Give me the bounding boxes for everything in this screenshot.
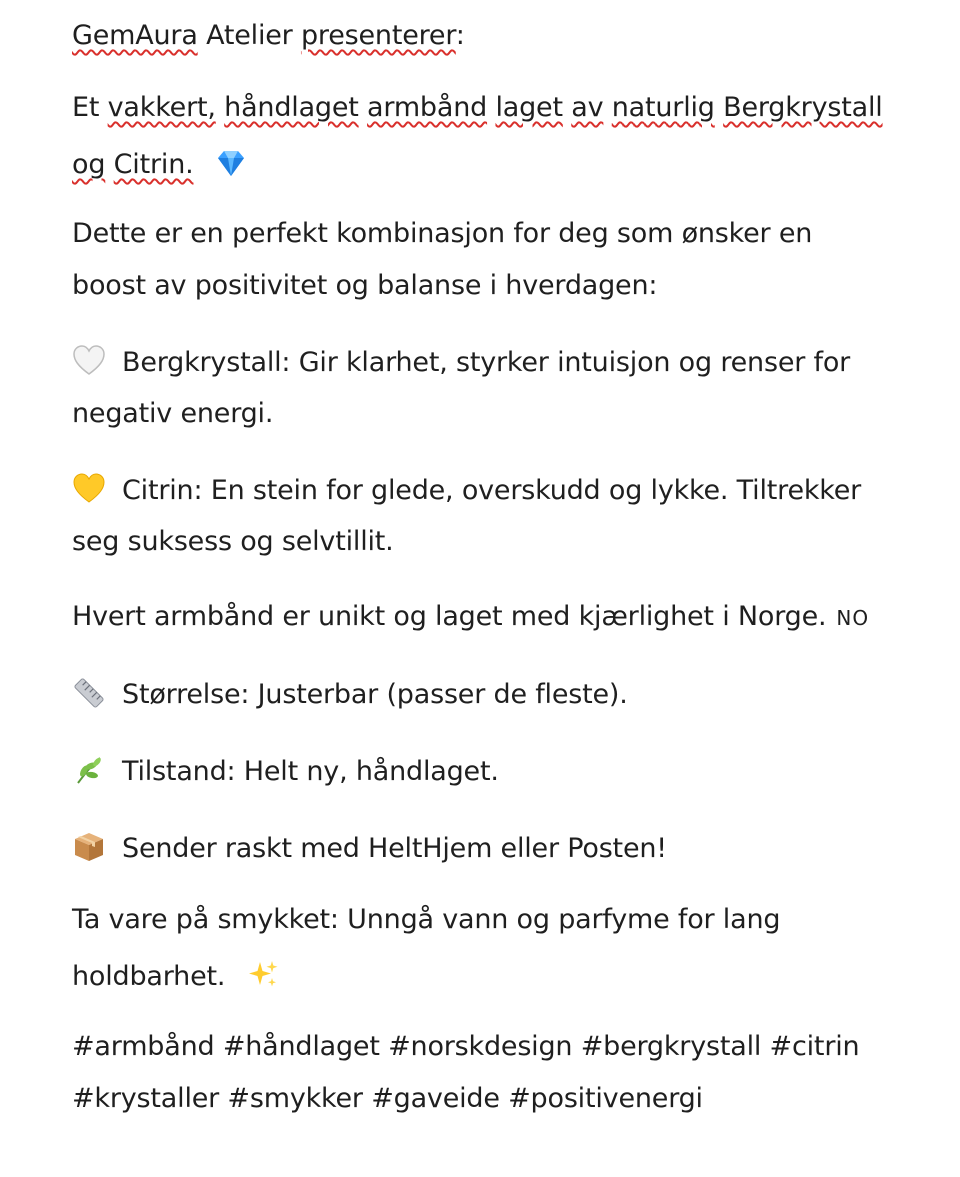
word-vakkert: vakkert, [107, 92, 216, 123]
white-heart-icon [72, 344, 106, 378]
atelier-word: Atelier [206, 20, 293, 51]
hashtags-paragraph [72, 1029, 902, 1117]
word-et: Et [72, 92, 100, 123]
citrin-line-1: Citrin: En stein for glede, overskudd og lykke. Tiltrekker [122, 475, 862, 506]
sparkles-icon [246, 958, 280, 992]
package-icon [72, 830, 106, 864]
care-paragraph [72, 902, 902, 994]
word-citrin: Citrin. [113, 149, 194, 180]
care-line-2: holdbarhet. [72, 961, 226, 992]
citrin-paragraph [72, 472, 902, 560]
herb-icon [72, 753, 106, 787]
norway-flag-label: NO [836, 606, 870, 630]
care-line-1: Ta vare på smykket: Unngå vann og parfyme for lang [72, 904, 781, 935]
word-bergkrystall: Bergkrystall [723, 92, 883, 123]
condition-text: Tilstand: Helt ny, håndlaget. [122, 756, 499, 787]
hashtags-line-2: #krystaller #smykker #gaveide #positivenergi [72, 1083, 703, 1114]
gem-icon [214, 146, 248, 180]
combination-paragraph [72, 216, 902, 304]
intro-paragraph [72, 18, 902, 54]
word-av: av [571, 92, 604, 123]
combination-line-2: boost av positivitet og balanse i hverdagen: [72, 270, 658, 301]
bergkrystall-paragraph [72, 344, 902, 432]
yellow-heart-icon [72, 472, 106, 506]
word-naturlig: naturlig [611, 92, 715, 123]
ruler-icon [72, 676, 106, 710]
brand-name: GemAura [72, 20, 198, 51]
intro-colon: : [455, 20, 465, 51]
bergkrystall-line-1: Bergkrystall: Gir klarhet, styrker intuisjon og renser for [122, 347, 851, 378]
size-text: Størrelse: Justerbar (passer de fleste). [122, 679, 628, 710]
word-handlaget: håndlaget [224, 92, 359, 123]
condition-paragraph [72, 753, 902, 789]
word-armband: armbånd [367, 92, 488, 123]
bergkrystall-line-2: negativ energi. [72, 398, 274, 429]
word-og: og [72, 149, 106, 180]
citrin-line-2: seg suksess og selvtillit. [72, 526, 394, 557]
shipping-text: Sender raskt med HeltHjem eller Posten! [122, 833, 667, 864]
size-paragraph [72, 676, 902, 712]
shipping-paragraph [72, 830, 902, 866]
hashtags-line-1: #armbånd #håndlaget #norskdesign #bergkrystall #citrin [72, 1031, 860, 1062]
unique-text: Hvert armbånd er unikt og laget med kjærlighet i Norge. [72, 601, 827, 632]
presents-word: presenterer [300, 20, 456, 51]
description-paragraph [72, 90, 902, 182]
word-laget: laget [495, 92, 563, 123]
combination-line-1: Dette er en perfekt kombinasjon for deg som ønsker en [72, 218, 813, 249]
unique-paragraph [72, 599, 902, 635]
